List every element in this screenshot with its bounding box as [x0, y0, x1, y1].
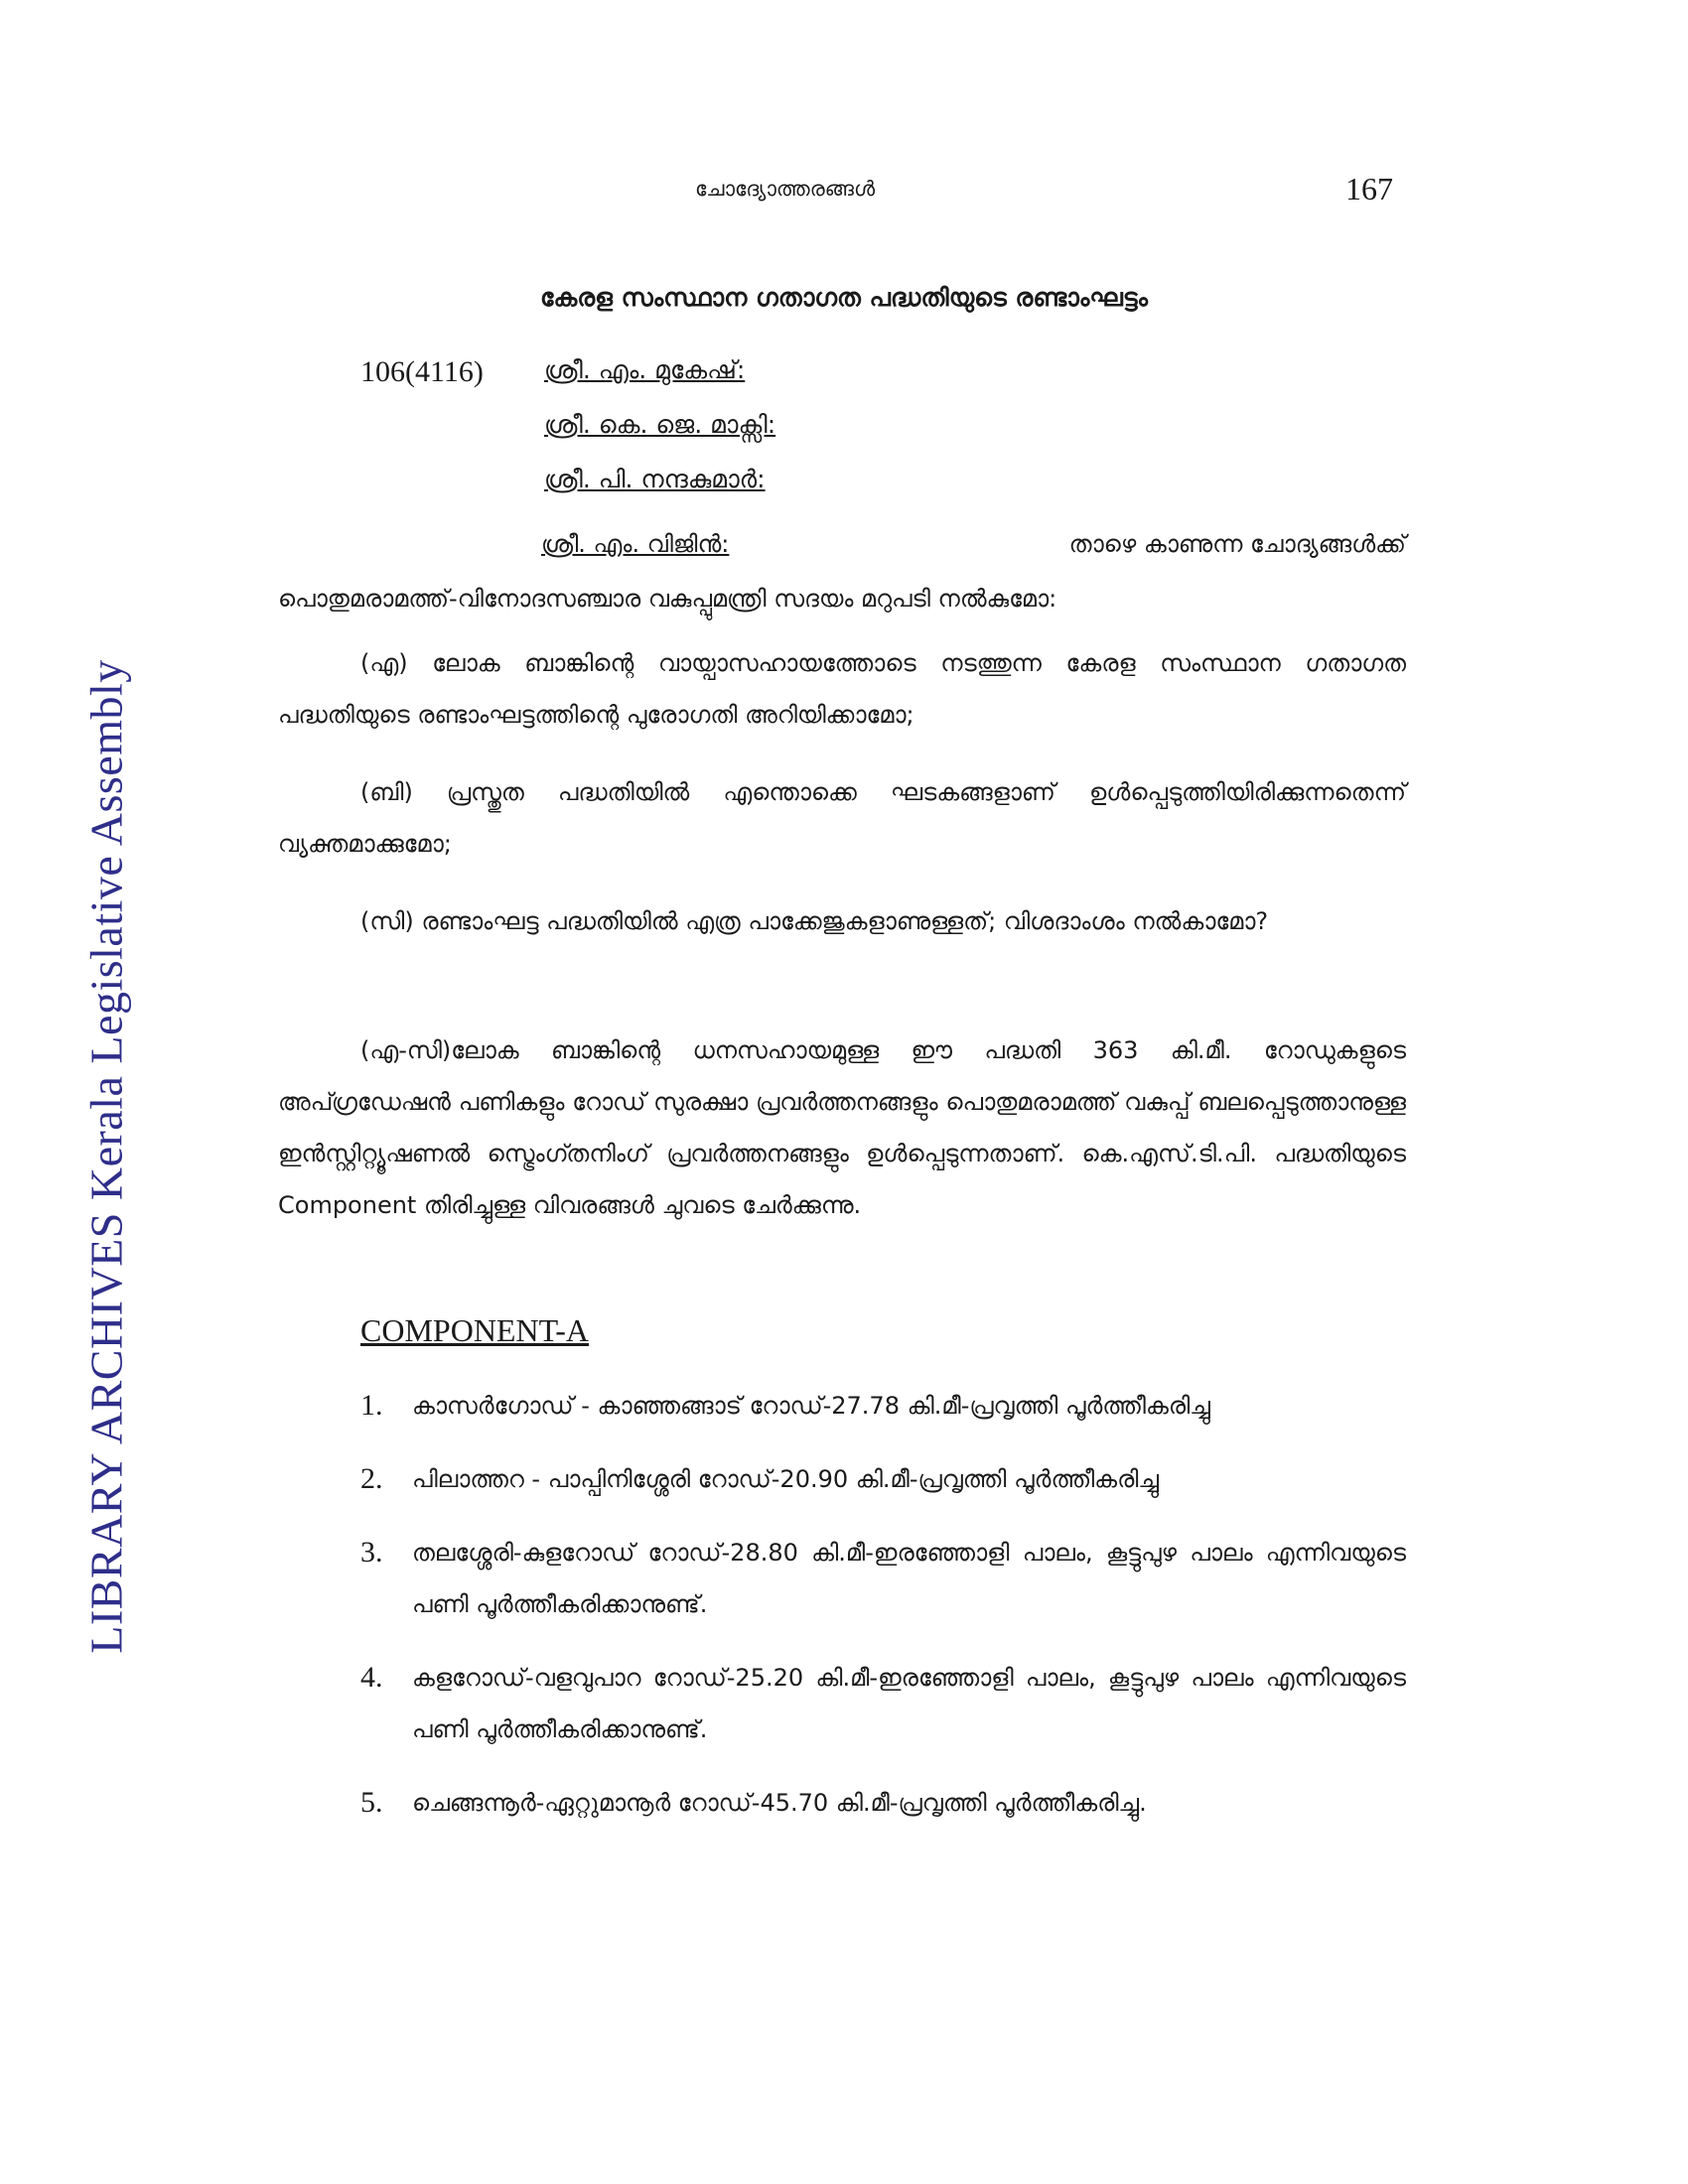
list-item-number: 5. — [360, 1786, 383, 1819]
list-item-number: 1. — [360, 1389, 383, 1422]
answer — [278, 1024, 1406, 1231]
list-item — [360, 1527, 1406, 1630]
question-part-a — [278, 637, 1406, 741]
question-part-c — [278, 895, 1406, 947]
question-part-text: (എ) ലോക ബാങ്കിന്റെ വായ്പാസഹായത്തോടെ നടത്തുന്ന കേരള സംസ്ഥാന ഗതാഗത പദ്ധതിയുടെ രണ്ടാംഘട്ടത്തിന്റെ പുരോഗതി അറിയിക്കാമോ; — [278, 649, 1406, 729]
answer-text: (എ-സി)ലോക ബാങ്കിന്റെ ധനസഹായമുള്ള ഈ പദ്ധതി 363 കി.മീ. റോഡുകളുടെ അപ്ഗ്രഡേഷൻ പണികളും റോഡ് സുരക്ഷാ പ്രവർത്തനങ്ങളും പൊതുമരാമത്ത് വകുപ്പ് ബലപ്പെടുത്താനുള്ള ഇൻസ്റ്റിറ്റ്യൂഷണൽ സ്ട്രെംഗ്തനിംഗ് പ്രവർത്തനങ്ങളും ഉൾപ്പെടുന്നതാണ്. കെ.എസ്.ടി.പി. പദ്ധതിയുടെ Component തിരിച്ചുള്ള വിവരങ്ങൾ ചുവടെ ചേർക്കുന്നു. — [278, 1036, 1406, 1219]
component-heading: COMPONENT-A — [360, 1312, 589, 1348]
question-title: കേരള സംസ്ഥാന ഗതാഗത പദ്ധതിയുടെ രണ്ടാംഘട്ടം — [539, 283, 1149, 312]
running-title: ചോദ്യോത്തരങ്ങൾ — [695, 177, 876, 201]
list-item — [360, 1652, 1406, 1755]
member-name: ശ്രീ. കെ. ജെ. മാക്സി: — [544, 410, 776, 439]
archive-watermark: LIBRARY ARCHIVES Kerala Legislative Assembly — [80, 659, 132, 1654]
question-intro-first-line — [541, 518, 1406, 570]
question-intro-tail: താഴെ കാണുന്ന ചോദ്യങ്ങൾക്ക് — [1068, 530, 1406, 558]
member-name: ശ്രീ. പി. നന്ദകുമാർ: — [544, 465, 766, 493]
list-item-number: 2. — [360, 1462, 383, 1495]
question-part-b — [278, 766, 1406, 870]
list-item-text: കളറോഡ്-വളവുപാറ റോഡ്-25.20 കി.മീ-ഇരഞ്ഞോളി പാലം, കൂട്ടുപുഴ പാലം എന്നിവയുടെ പണി പൂർത്തീകരിക്കാനുണ്ട്. — [412, 1664, 1406, 1743]
question-part-text: (സി) രണ്ടാംഘട്ട പദ്ധതിയിൽ എത്ര പാക്കേജുകളാണുള്ളത്; വിശദാംശം നൽകാമോ? — [360, 907, 1269, 935]
question-number: 106(4116) — [360, 355, 484, 388]
member-name: ശ്രീ. എം. വിജിൻ: — [541, 530, 730, 558]
list-item — [360, 1453, 1406, 1505]
list-item — [360, 1380, 1406, 1432]
list-item-text: ചെങ്ങന്നൂർ-ഏറ്റുമാനൂർ റോഡ്-45.70 കി.മീ-പ്രവൃത്തി പൂർത്തീകരിച്ചു. — [412, 1789, 1147, 1817]
list-item-number: 4. — [360, 1661, 383, 1694]
member-name: ശ്രീ. എം. മുകേഷ്: — [544, 355, 746, 384]
component-list — [360, 1380, 1406, 1850]
list-item-text: കാസർഗോഡ് - കാഞ്ഞങ്ങാട് റോഡ്-27.78 കി.മീ-പ്രവൃത്തി പൂർത്തീകരിച്ചു — [412, 1392, 1210, 1420]
question-intro: പൊതുമരാമത്ത്-വിനോദസഞ്ചാര വകുപ്പുമന്ത്രി സദയം മറുപടി നൽകുമോ: — [278, 585, 1057, 613]
list-item-number: 3. — [360, 1536, 383, 1569]
list-item-text: പിലാത്തറ - പാപ്പിനിശ്ശേരി റോഡ്-20.90 കി.മീ-പ്രവൃത്തി പൂർത്തീകരിച്ചു — [412, 1465, 1160, 1493]
question-part-text: (ബി) പ്രസ്തുത പദ്ധതിയിൽ എന്തൊക്കെ ഘടകങ്ങളാണ് ഉൾപ്പെടുത്തിയിരിക്കുന്നതെന്ന് വ്യക്തമാക്കുമോ; — [278, 778, 1406, 858]
page-number: 167 — [1345, 171, 1393, 206]
list-item-text: തലശ്ശേരി-കുളറോഡ് റോഡ്-28.80 കി.മീ-ഇരഞ്ഞോളി പാലം, കൂട്ടുപുഴ പാലം എന്നിവയുടെ പണി പൂർത്തീകരിക്കാനുണ്ട്. — [412, 1539, 1406, 1618]
list-item — [360, 1777, 1406, 1829]
